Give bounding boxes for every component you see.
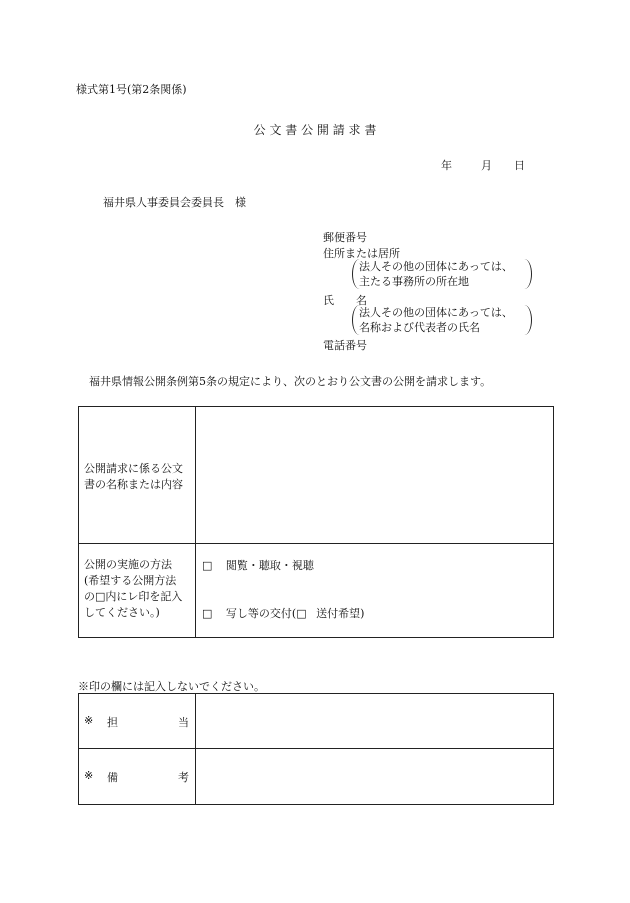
mail-checkbox[interactable]: □ (296, 607, 307, 620)
staff-label-1: 担 (107, 716, 118, 729)
intro-text: 福井県情報公開条例第5条の規定により、次のとおり公文書の公開を請求します。 (89, 375, 492, 388)
disclosure-method-label-line-2: (希望する公開方法 (84, 574, 177, 587)
copy-checkbox[interactable]: □ (202, 607, 213, 620)
name-note-line-1: 法人その他の団体にあっては、 (359, 306, 513, 319)
date-month: 月 (481, 159, 492, 172)
request-table-row-divider (78, 543, 553, 544)
date-year: 年 (441, 159, 452, 172)
disclosure-method-label-line-4: してください。) (84, 606, 160, 619)
document-name-label-line-2: 書の名称または内容 (84, 478, 183, 491)
address-label: 住所または居所 (323, 247, 400, 260)
viewing-label: 閲覧・聴取・視聴 (225, 559, 314, 572)
viewing-checkbox[interactable]: □ (202, 559, 213, 572)
option-copy[interactable] (202, 605, 364, 621)
phone-label: 電話番号 (323, 339, 367, 352)
mail-label: 送付希望) (316, 607, 365, 620)
option-viewing[interactable] (202, 557, 314, 573)
disclosure-method-label (84, 557, 182, 621)
remarks-label-2: 考 (178, 771, 189, 784)
form-title: 公 文 書 公 開 請 求 書 (253, 123, 377, 137)
remarks-label-1: 備 (107, 771, 118, 784)
staff-label-2: 当 (178, 716, 189, 729)
office-table (78, 693, 554, 805)
document-name-label (84, 461, 183, 493)
date-day: 日 (514, 159, 525, 172)
name-label: 氏 名 (323, 294, 367, 307)
document-name-label-line-1: 公開請求に係る公文 (84, 462, 183, 475)
disclosure-method-label-line-1: 公開の実施の方法 (84, 558, 172, 571)
address-note (352, 259, 532, 289)
name-note (352, 305, 532, 335)
copy-label: 写し等の交付( (225, 607, 297, 620)
remarks-mark: ※ (84, 769, 94, 782)
document-name-field[interactable] (197, 408, 550, 541)
request-table-divider (195, 406, 196, 637)
office-table-row-divider (78, 748, 553, 749)
name-note-line-2: 名称および代表者の氏名 (359, 321, 480, 334)
disclosure-method-label-line-3: の□内にレ印を記入 (84, 590, 183, 603)
address-note-line-2: 主たる事務所の所在地 (359, 275, 469, 288)
postal-code-label: 郵便番号 (323, 231, 367, 244)
form-number: 様式第1号(第2条関係) (76, 83, 187, 96)
office-use-note: ※印の欄には記入しないでください。 (78, 680, 265, 693)
address-note-line-1: 法人その他の団体にあっては、 (359, 260, 513, 273)
staff-mark: ※ (84, 714, 94, 727)
addressee: 福井県人事委員会委員長 様 (103, 196, 246, 209)
